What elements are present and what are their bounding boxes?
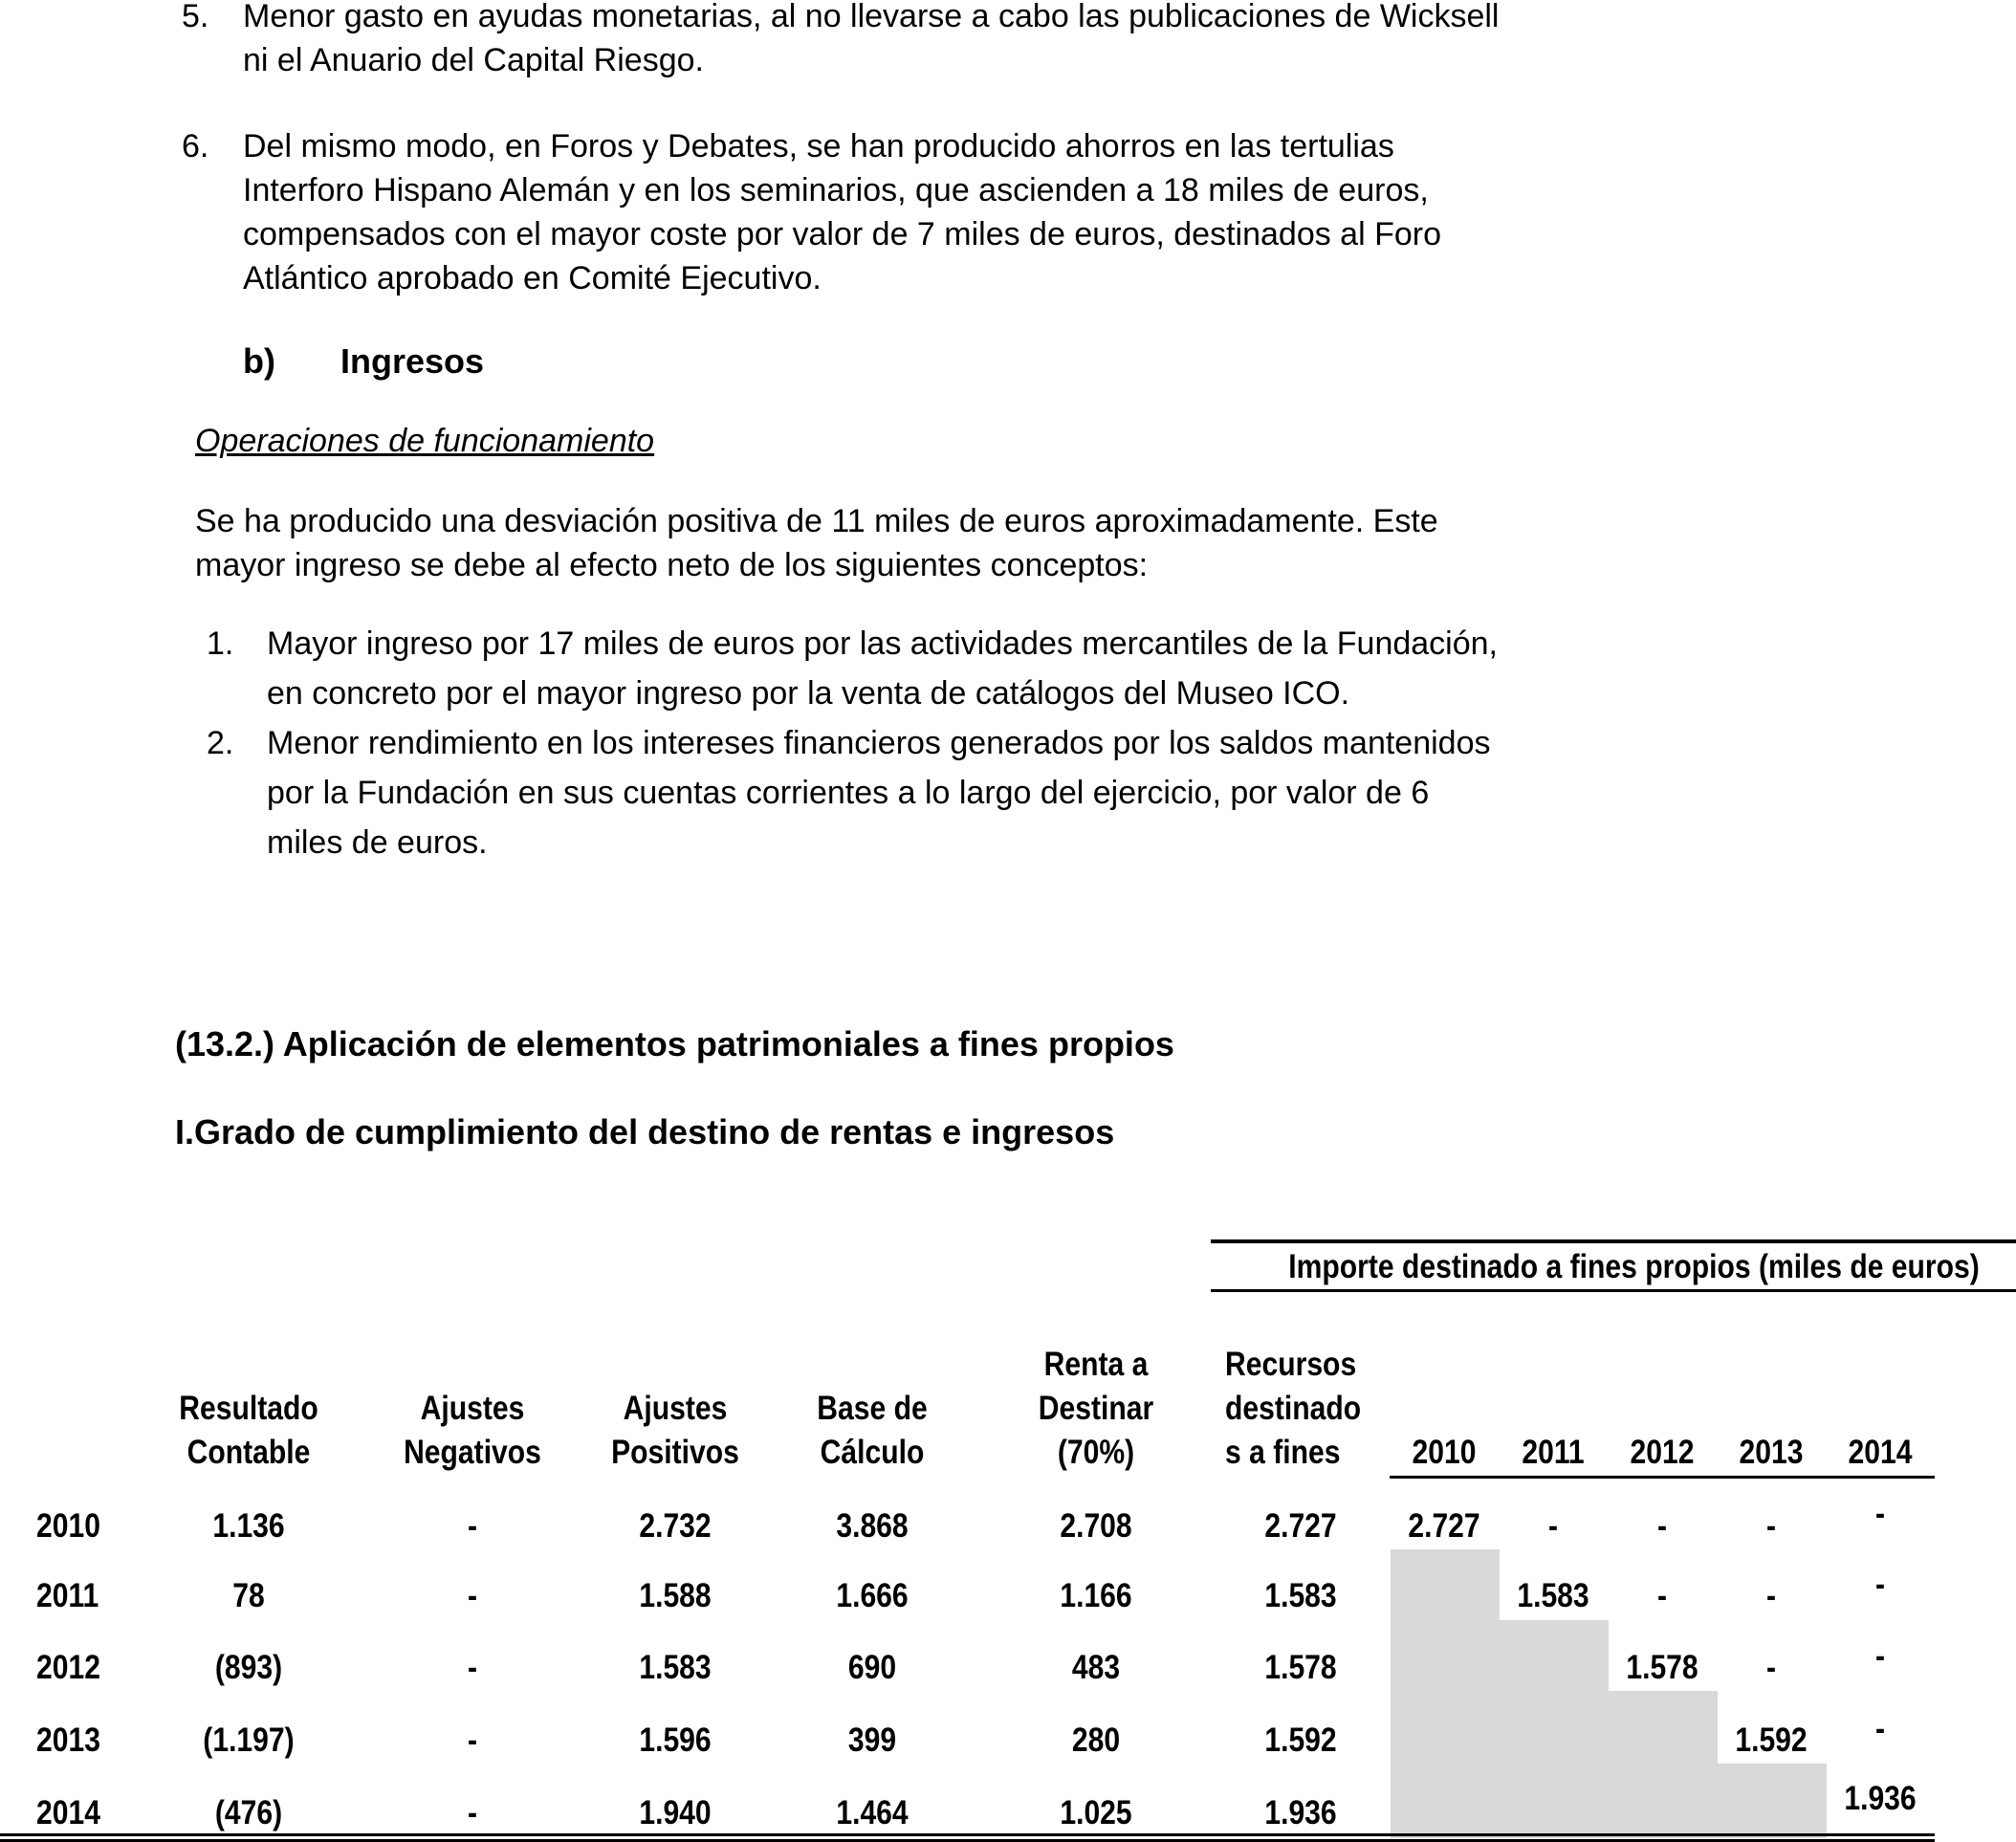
cell-ajustes-positivos: 1.940 (639, 1794, 712, 1831)
list-number: 6. (182, 128, 209, 164)
header-line: Resultado (179, 1390, 318, 1427)
cell-ajustes-positivos: 1.596 (639, 1721, 712, 1759)
cell-resultado: (476) (214, 1794, 283, 1831)
header-line: Destinar (1038, 1390, 1154, 1427)
cell-base-calculo: 690 (847, 1649, 897, 1686)
text-line: Mayor ingreso por 17 miles de euros por las actividades mercantiles de la Fundación, (267, 625, 1498, 662)
col-header-year-2011: 2011 (1522, 1434, 1585, 1471)
group-header-top-rule (1211, 1239, 2016, 1243)
cell-2013: - (1765, 1649, 1777, 1686)
list-item-text (267, 619, 1710, 718)
cell-recursos: 1.578 (1264, 1649, 1337, 1686)
text-line: miles de euros. (267, 824, 488, 861)
table-bottom-rule (0, 1833, 1935, 1836)
cell-2010: 2.727 (1408, 1507, 1480, 1545)
cell-2014: - (1874, 1710, 1886, 1747)
header-line: Renta a (1043, 1346, 1149, 1383)
text-line: compensados con el mayor coste por valor de 7 miles de euros, destinados al Foro (243, 216, 1441, 252)
header-line: (70%) (1057, 1434, 1135, 1471)
cell-ajustes-positivos: 2.732 (639, 1507, 712, 1545)
shaded-cell-block (1609, 1691, 1718, 1838)
cell-2013: - (1765, 1577, 1777, 1614)
group-header-bottom-rule (1211, 1289, 2016, 1292)
cell-base-calculo: 1.464 (836, 1794, 909, 1831)
text-line: por la Fundación en sus cuentas corrientes a lo largo del ejercicio, por valor de 6 (267, 775, 1430, 811)
text-line: Atlántico aprobado en Comité Ejecutivo. (243, 260, 822, 296)
header-line: Ajustes (623, 1390, 728, 1427)
row-year: 2014 (36, 1794, 100, 1831)
text-line: ni el Anuario del Capital Riesgo. (243, 42, 704, 78)
cell-ajustes-negativos: - (467, 1794, 478, 1831)
cell-recursos: 1.936 (1264, 1794, 1337, 1831)
cell-renta-destinar: 2.708 (1060, 1507, 1132, 1545)
text-line: mayor ingreso se debe al efecto neto de los siguientes conceptos: (195, 547, 1149, 583)
section-letter: b) (243, 341, 275, 381)
header-line: destinado (1225, 1390, 1362, 1427)
heading-I: I.Grado de cumplimiento del destino de rentas e ingresos (175, 1112, 1115, 1151)
cell-2012: - (1656, 1507, 1668, 1545)
col-header-renta-destinar (1005, 1343, 1186, 1475)
cell-renta-destinar: 1.166 (1060, 1577, 1132, 1614)
header-line: Positivos (611, 1434, 739, 1471)
cell-ajustes-positivos: 1.588 (639, 1577, 712, 1614)
list-number: 5. (182, 0, 209, 34)
text-line: Del mismo modo, en Foros y Debates, se han producido ahorros en las tertulias (243, 128, 1394, 164)
list-item-text (243, 0, 1710, 82)
text-line: Se ha producido una desviación positiva de 11 miles de euros aproximadamente. Este (195, 503, 1438, 539)
shaded-cell-block (1718, 1764, 1827, 1838)
col-header-ajustes-negativos (382, 1387, 562, 1475)
cell-recursos: 1.592 (1264, 1721, 1337, 1759)
subsection-title: Operaciones de funcionamiento (195, 423, 655, 459)
cell-2011: - (1547, 1507, 1559, 1545)
cell-ajustes-negativos: - (467, 1507, 478, 1545)
col-header-year-2012: 2012 (1630, 1434, 1695, 1471)
cell-2012: - (1656, 1577, 1668, 1614)
cell-base-calculo: 1.666 (836, 1577, 909, 1614)
col-header-base-calculo (781, 1387, 962, 1475)
text-line: Menor gasto en ayudas monetarias, al no llevarse a cabo las publicaciones de Wicksell (243, 0, 1500, 34)
heading-13-2: (13.2.) Aplicación de elementos patrimoniales a fines propios (175, 1024, 1174, 1064)
header-line: Ajustes (420, 1390, 525, 1427)
shaded-cell-block (1500, 1620, 1609, 1838)
col-header-year-2014: 2014 (1848, 1434, 1913, 1471)
cell-renta-destinar: 1.025 (1060, 1794, 1132, 1831)
cell-ajustes-negativos: - (467, 1649, 478, 1686)
intro-paragraph (195, 499, 1710, 587)
cell-ajustes-negativos: - (467, 1721, 478, 1759)
header-line: Contable (186, 1434, 311, 1471)
row-year: 2011 (36, 1577, 99, 1614)
cell-resultado: 78 (232, 1577, 265, 1614)
list-number: 1. (207, 625, 234, 662)
cell-resultado: (893) (214, 1649, 283, 1686)
text-line: en concreto por el mayor ingreso por la venta de catálogos del Museo ICO. (267, 675, 1350, 712)
cell-ajustes-negativos: - (467, 1577, 478, 1614)
cell-2011: 1.583 (1517, 1577, 1589, 1614)
col-header-ajustes-positivos (584, 1387, 765, 1475)
row-year: 2013 (36, 1721, 100, 1759)
cell-2013: - (1765, 1507, 1777, 1545)
text-line: Menor rendimiento en los intereses financieros generados por los saldos mantenidos (267, 725, 1491, 761)
cell-2014: - (1874, 1566, 1886, 1603)
header-line: Cálculo (820, 1434, 925, 1471)
list-number: 2. (207, 725, 234, 761)
year-header-rule (1390, 1476, 1826, 1479)
header-line: Base de (817, 1390, 928, 1427)
cell-2014: - (1874, 1637, 1886, 1675)
cell-2013: 1.592 (1735, 1721, 1808, 1759)
text-line: Interforo Hispano Alemán y en los seminarios, que ascienden a 18 miles de euros, (243, 172, 1429, 208)
cell-base-calculo: 3.868 (836, 1507, 909, 1545)
cell-base-calculo: 399 (847, 1721, 897, 1759)
col-header-resultado (158, 1387, 339, 1475)
cell-2012: 1.578 (1626, 1649, 1698, 1686)
cell-renta-destinar: 280 (1071, 1721, 1121, 1759)
group-header: Importe destinado a fines propios (miles de euros) (1288, 1248, 1980, 1285)
col-header-year-2013: 2013 (1739, 1434, 1804, 1471)
cell-resultado: (1.197) (203, 1721, 295, 1759)
header-line: Recursos (1225, 1346, 1357, 1383)
header-line: Negativos (404, 1434, 541, 1471)
col-header-recursos (1225, 1343, 1390, 1475)
shaded-cell-block (1391, 1549, 1500, 1838)
list-item-text (267, 718, 1710, 867)
cell-recursos: 2.727 (1264, 1507, 1337, 1545)
cell-renta-destinar: 483 (1071, 1649, 1121, 1686)
cell-resultado: 1.136 (212, 1507, 285, 1545)
cell-ajustes-positivos: 1.583 (639, 1649, 712, 1686)
list-item-text (243, 124, 1710, 300)
year-header-rule-2014 (1826, 1476, 1935, 1479)
header-line: s a fines (1225, 1434, 1341, 1471)
col-header-year-2010: 2010 (1412, 1434, 1477, 1471)
section-title: Ingresos (340, 341, 485, 381)
cell-2014: 1.936 (1844, 1780, 1917, 1817)
cell-2014: - (1874, 1495, 1886, 1532)
row-year: 2010 (36, 1507, 100, 1545)
cell-recursos: 1.583 (1264, 1577, 1337, 1614)
row-year: 2012 (36, 1649, 100, 1686)
